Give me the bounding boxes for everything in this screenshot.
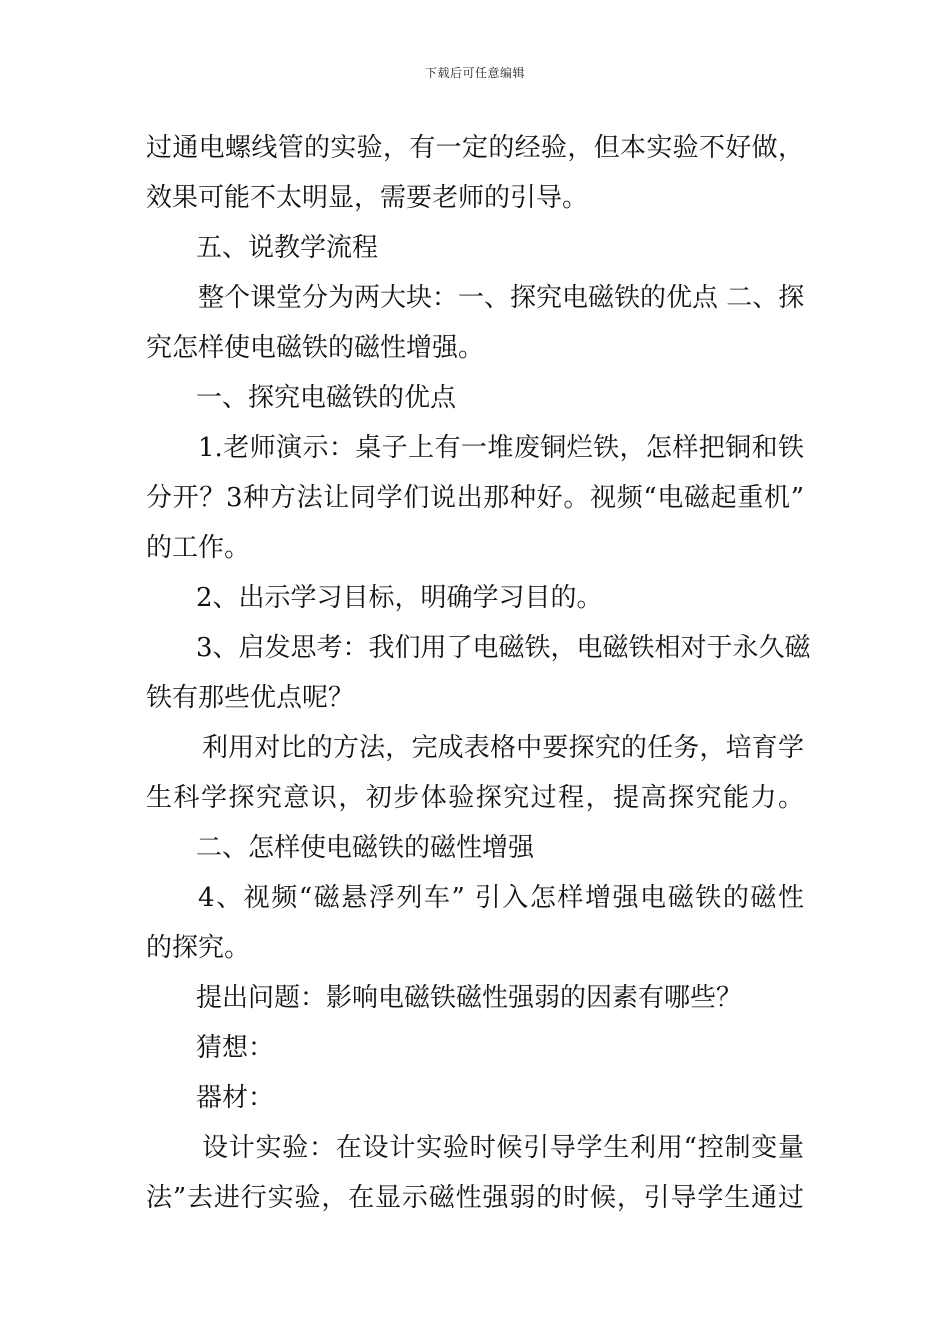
text-line: 一、探究电磁铁的优点	[196, 383, 457, 413]
text-line: 的工作。	[146, 533, 251, 563]
text-line: 1.老师演示：桌子上有一堆废铜烂铁，怎样把铜和铁	[198, 433, 804, 463]
text-line: 猜想：	[196, 1033, 275, 1063]
text-line: 分开？3种方法让同学们说出那种好。视频“电磁起重机”	[146, 483, 804, 513]
text-line: 二、怎样使电磁铁的磁性增强	[196, 833, 535, 863]
text-line: 器材：	[196, 1083, 275, 1113]
text-line: 究怎样使电磁铁的磁性增强。	[146, 333, 485, 363]
text-line: 3、启发思考：我们用了电磁铁，电磁铁相对于永久磁	[196, 633, 811, 663]
text-line: 4、视频“磁悬浮列车” 引入怎样增强电磁铁的磁性	[198, 883, 804, 913]
text-line: 利用对比的方法，完成表格中要探究的任务，培育学	[202, 733, 804, 763]
text-line: 整个课堂分为两大块：一、探究电磁铁的优点 二、探	[198, 283, 805, 313]
page-header-note: 下载后可任意编辑	[424, 66, 525, 80]
text-line: 生科学探究意识，初步体验探究过程，提高探究能力。	[146, 783, 804, 813]
text-line: 设计实验：在设计实验时候引导学生利用“控制变量	[202, 1133, 804, 1163]
text-line: 提出问题：影响电磁铁磁性强弱的因素有哪些？	[196, 983, 743, 1013]
text-line: 五、说教学流程	[196, 233, 379, 263]
text-line: 效果可能不太明显，需要老师的引导。	[146, 183, 589, 213]
text-line: 2、出示学习目标，明确学习目的。	[196, 583, 603, 613]
text-line: 的探究。	[146, 933, 251, 963]
text-line: 铁有那些优点呢？	[146, 683, 355, 713]
text-line: 法”去进行实验，在显示磁性强弱的时候，引导学生通过	[146, 1183, 804, 1213]
text-line: 过通电螺线管的实验，有一定的经验，但本实验不好做，	[146, 133, 804, 163]
